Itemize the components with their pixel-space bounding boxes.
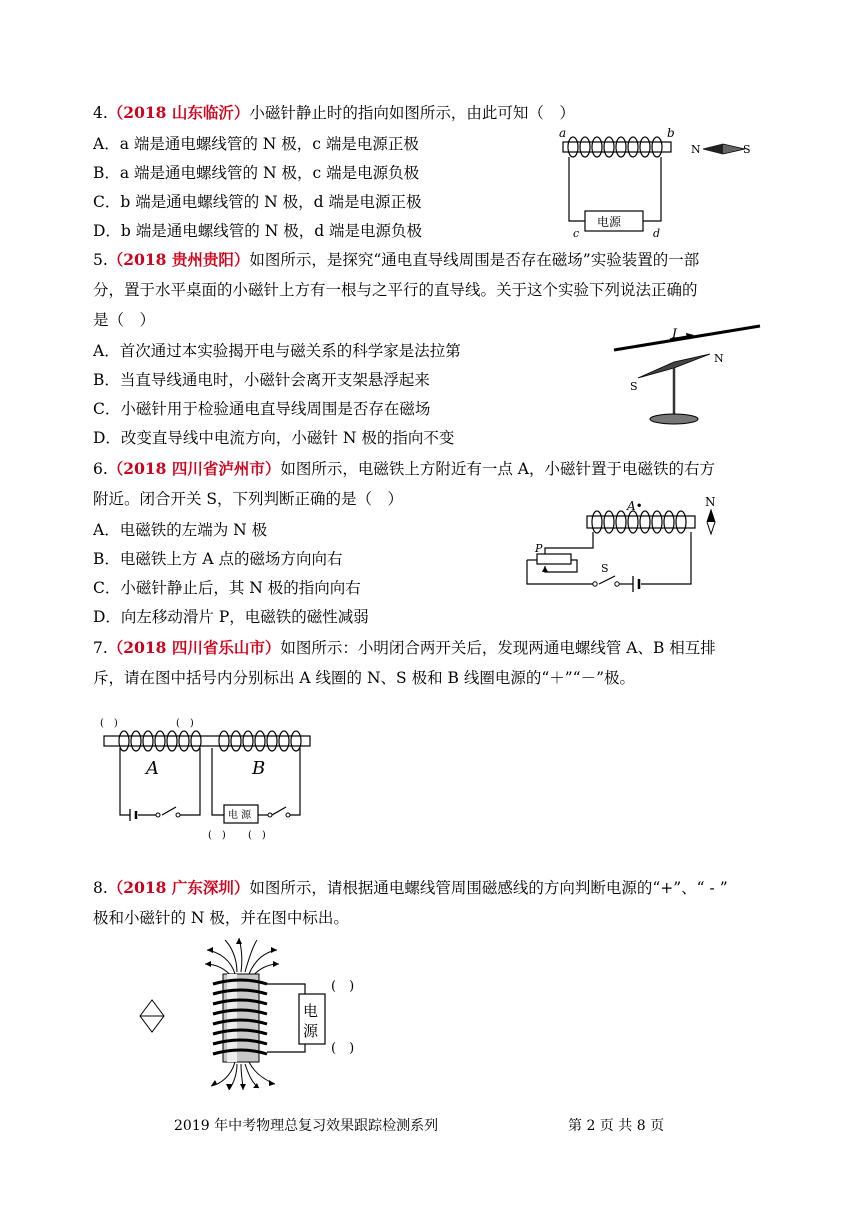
svg-text:A•: A• xyxy=(627,499,643,513)
q8-figure xyxy=(135,938,385,1090)
svg-text:I: I xyxy=(672,327,678,342)
svg-text:a: a xyxy=(559,126,567,140)
q8-stem-1: 8.（2018 广东深圳）如图所示，请根据通电螺线管周围磁感线的方向判断电源的“+”、“ - ” xyxy=(93,878,728,897)
q5-stem-3: 是（ ） xyxy=(93,311,156,329)
svg-text:P: P xyxy=(535,542,543,555)
q6-source: （2018 四川省泸州市） xyxy=(107,459,281,478)
q5-figure xyxy=(610,318,770,426)
svg-text:B: B xyxy=(252,758,266,779)
q4-option-b: B．a 端是通电螺线管的 N 极，c 端是电源负极 xyxy=(93,164,420,182)
svg-text:( ): ( ) xyxy=(208,830,226,840)
q6-figure xyxy=(515,492,730,592)
svg-text:( ): ( ) xyxy=(176,718,194,729)
q4-option-c: C．b 端是通电螺线管的 N 极，d 端是电源正极 xyxy=(93,193,422,211)
q4-option-d: D．b 端是通电螺线管的 N 极，d 端是电源负极 xyxy=(93,222,423,240)
q6-stem-1: 6.（2018 四川省泸州市）如图所示，电磁铁上方附近有一点 A，小磁针置于电磁铁的右方 xyxy=(93,459,715,478)
svg-text:电: 电 xyxy=(303,1002,319,1020)
svg-text:S: S xyxy=(601,562,609,575)
svg-text:S: S xyxy=(630,380,638,393)
q6-stem-2: 附近。闭合开关 S，下列判断正确的是（ ） xyxy=(93,490,404,508)
q6-option-a: A．电磁铁的左端为 N 极 xyxy=(93,521,268,539)
q5-option-d: D．改变直导线中电流方向，小磁针 N 极的指向不变 xyxy=(93,429,455,447)
q4-stem: 4.（2018 山东临沂）小磁针静止时的指向如图所示，由此可知（ ） xyxy=(93,103,575,122)
q5-source: （2018 贵州贵阳） xyxy=(107,250,250,269)
footer-series: 2019 年中考物理总复习效果跟踪检测系列 xyxy=(174,1118,439,1134)
footer-page-number: 第 2 页 共 8 页 xyxy=(568,1118,665,1134)
q5-stem-2: 分，置于水平桌面的小磁针上方有一根与之平行的直导线。关于这个实验下列说法正确的 xyxy=(93,281,698,299)
svg-text:( ): ( ) xyxy=(248,830,266,840)
q6-option-d: D．向左移动滑片 P，电磁铁的磁性减弱 xyxy=(93,608,369,626)
q5-option-b: B．当直导线通电时，小磁针会离开支架悬浮起来 xyxy=(93,371,430,389)
q6-option-b: B．电磁铁上方 A 点的磁场方向向右 xyxy=(93,550,343,568)
q4-figure xyxy=(555,125,755,240)
svg-text:电 源: 电 源 xyxy=(228,810,252,821)
q8-source: （2018 广东深圳） xyxy=(107,878,250,897)
q6-option-c: C．小磁针静止后，其 N 极的指向向右 xyxy=(93,579,361,597)
q7-stem-1: 7.（2018 四川省乐山市）如图所示：小明闭合两开关后，发现两通电螺线管 A、B 相互排 xyxy=(93,638,716,657)
svg-text:N: N xyxy=(691,143,701,156)
svg-text:N: N xyxy=(705,495,716,509)
q8-stem-2: 极和小磁针的 N 极，并在图中标出。 xyxy=(93,909,349,927)
q5-option-a: A．首次通过本实验揭开电与磁关系的科学家是法拉第 xyxy=(93,342,461,360)
svg-text:源: 源 xyxy=(303,1022,319,1040)
svg-text:( ): ( ) xyxy=(100,718,118,729)
q7-figure xyxy=(100,712,322,840)
svg-text:S: S xyxy=(743,143,751,156)
svg-text:电源: 电源 xyxy=(597,215,622,229)
svg-text:b: b xyxy=(667,126,675,140)
q5-option-c: C．小磁针用于检验通电直导线周围是否存在磁场 xyxy=(93,400,431,418)
svg-text:( ): ( ) xyxy=(331,979,355,994)
q4-source: （2018 山东临沂） xyxy=(107,103,250,122)
svg-text:( ): ( ) xyxy=(331,1041,355,1056)
svg-text:N: N xyxy=(714,352,724,365)
svg-text:A: A xyxy=(146,758,159,779)
q7-source: （2018 四川省乐山市） xyxy=(107,638,281,657)
svg-text:c: c xyxy=(573,227,580,240)
q4-option-a: A．a 端是通电螺线管的 N 极，c 端是电源正极 xyxy=(93,135,419,153)
svg-text:d: d xyxy=(653,227,661,240)
q7-stem-2: 斥，请在图中括号内分别标出 A 线圈的 N、S 极和 B 线圈电源的“＋”“－”极。 xyxy=(93,669,636,687)
q5-stem-1: 5.（2018 贵州贵阳）如图所示，是探究“通电直导线周围是否存在磁场”实验装置的一部 xyxy=(93,250,700,269)
